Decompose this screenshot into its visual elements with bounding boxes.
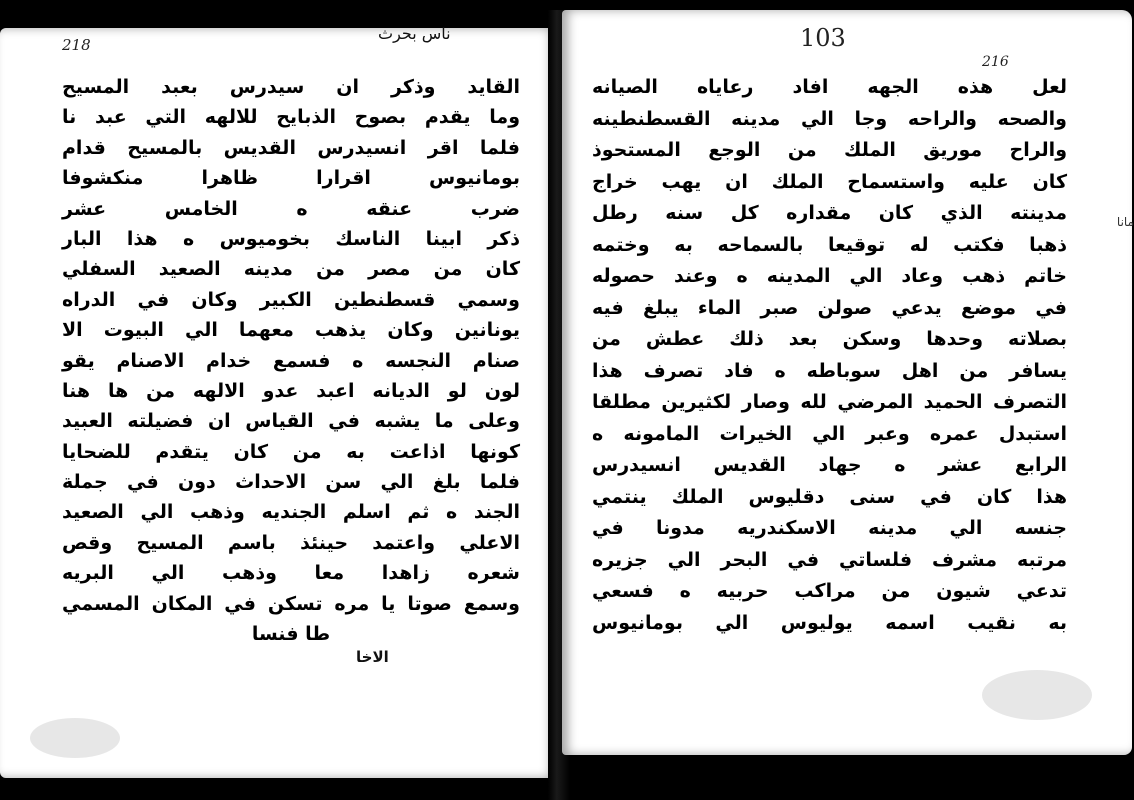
manuscript-text-line: ذكر ابينا الناسك بخوميوس ه هذا البار	[62, 227, 520, 250]
manuscript-text-line: ضرب عنقه ه الخامس عشر	[62, 197, 520, 220]
manuscript-text-line: مرتبه مشرف فلساتي في البحر الي جزيره	[592, 548, 1067, 571]
paper-stain	[30, 718, 120, 758]
manuscript-text-line: وما يقدم بصوح الذبايح للالهه التي عبد نا	[62, 106, 520, 129]
manuscript-text-line: الجند ه ثم اسلم الجنديه وذهب الي الصعيد	[62, 501, 520, 524]
manuscript-text-line: وعلى ما يشبه في القياس ان فضيلته العبيد	[62, 410, 520, 433]
manuscript-text-line: والصحه والراحه وجا الي مدينه القسطنطينه	[592, 107, 1067, 130]
manuscript-text-line: لون لو الديانه اعبد عدو الالهه من ها هنا	[62, 379, 520, 402]
manuscript-text-line: التصرف الحميد المرضي لله وصار لكثيرين مطلقا	[592, 391, 1067, 413]
manuscript-text-line: كان من مصر من مدينه الصعيد السفلي	[62, 258, 520, 281]
manuscript-text-line: شعره زاهدا معا وذهب الي البريه	[62, 562, 520, 585]
right-secondary-folio-number: 216	[982, 54, 1009, 70]
right-margin-note: مانا	[1116, 215, 1134, 229]
manuscript-text-line: تدعي شيون من مراكب حربيه ه فسعي	[592, 580, 1067, 602]
manuscript-text-line: في موضع يدعي صولن صبر الماء يبلغ فيه	[592, 296, 1067, 319]
manuscript-text-line: وسمع صوتا يا مره تسكن في المكان المسمي	[62, 592, 520, 615]
manuscript-text-line: كونها اذاعت به من كان يتقدم للضحايا	[62, 440, 520, 463]
manuscript-text-line: خاتم ذهب وعاد الي المدينه ه وعند حصوله	[592, 265, 1067, 287]
manuscript-text-line: الرابع عشر ه جهاد القديس انسيدرس	[592, 454, 1067, 476]
right-folio-number: 103	[800, 24, 846, 52]
right-manuscript-page	[562, 10, 1132, 755]
manuscript-text-line: الاعلي واعتمد حينئذ باسم المسيح وقص	[62, 531, 520, 554]
manuscript-text-line: يسافر من اهل سوباطه ه فاد تصرف هذا	[592, 359, 1067, 382]
manuscript-text-line: لعل هذه الجهه افاد رعاياه الصيانه	[592, 76, 1067, 98]
manuscript-text-line: صنام النجسه ه فسمع خدام الاصنام يقو	[62, 349, 520, 372]
manuscript-text-line: فلما بلغ الي سن الاحداث دون في جملة	[62, 471, 520, 494]
left-page-headnote: ناس بحرث	[378, 24, 451, 43]
left-catchword: الاخا	[356, 648, 389, 666]
manuscript-text-line: مدينته الذي كان مقداره كل سنه رطل	[592, 202, 1067, 224]
manuscript-text-line: بصلاته وحدها وسكن بعد ذلك عطش من	[592, 328, 1067, 350]
left-text-block	[62, 72, 520, 649]
paper-stain	[982, 670, 1092, 720]
manuscript-text-line: يونانين وكان يذهب معهما الي البيوت الا	[62, 319, 520, 342]
manuscript-text-line: وسمي قسطنطين الكبير وكان في الدراه	[62, 288, 520, 311]
manuscript-text-line: والراح موريق الملك من الوجع المستحوذ	[592, 139, 1067, 161]
manuscript-text-line: استبدل عمره وعبر الي الخيرات المامونه ه	[592, 422, 1067, 445]
manuscript-text-line: القايد وذكر ان سيدرس بعبد المسيح	[62, 76, 520, 98]
manuscript-text-line: جنسه الي مدينه الاسكندريه مدونا في	[592, 517, 1067, 539]
manuscript-text-line: هذا كان في سنى دقليوس الملك ينتمي	[592, 485, 1067, 508]
right-text-block	[592, 72, 1067, 639]
manuscript-text-line: به نقيب اسمه يوليوس الي بومانيوس	[592, 611, 1067, 634]
manuscript-text-line: فلما اقر انسيدرس القديس بالمسيح قدام	[62, 136, 520, 159]
manuscript-text-line: ذهبا فكتب له توقيعا بالسماحه به وختمه	[592, 233, 1067, 256]
manuscript-text-line: كان عليه واستسماح الملك ان يهب خراج	[592, 170, 1067, 193]
left-folio-number: 218	[62, 36, 91, 54]
left-manuscript-page	[0, 24, 556, 778]
manuscript-text-line: طا فنسا	[251, 623, 331, 646]
manuscript-text-line: بومانيوس اقرارا ظاهرا منكشوفا	[62, 167, 520, 190]
